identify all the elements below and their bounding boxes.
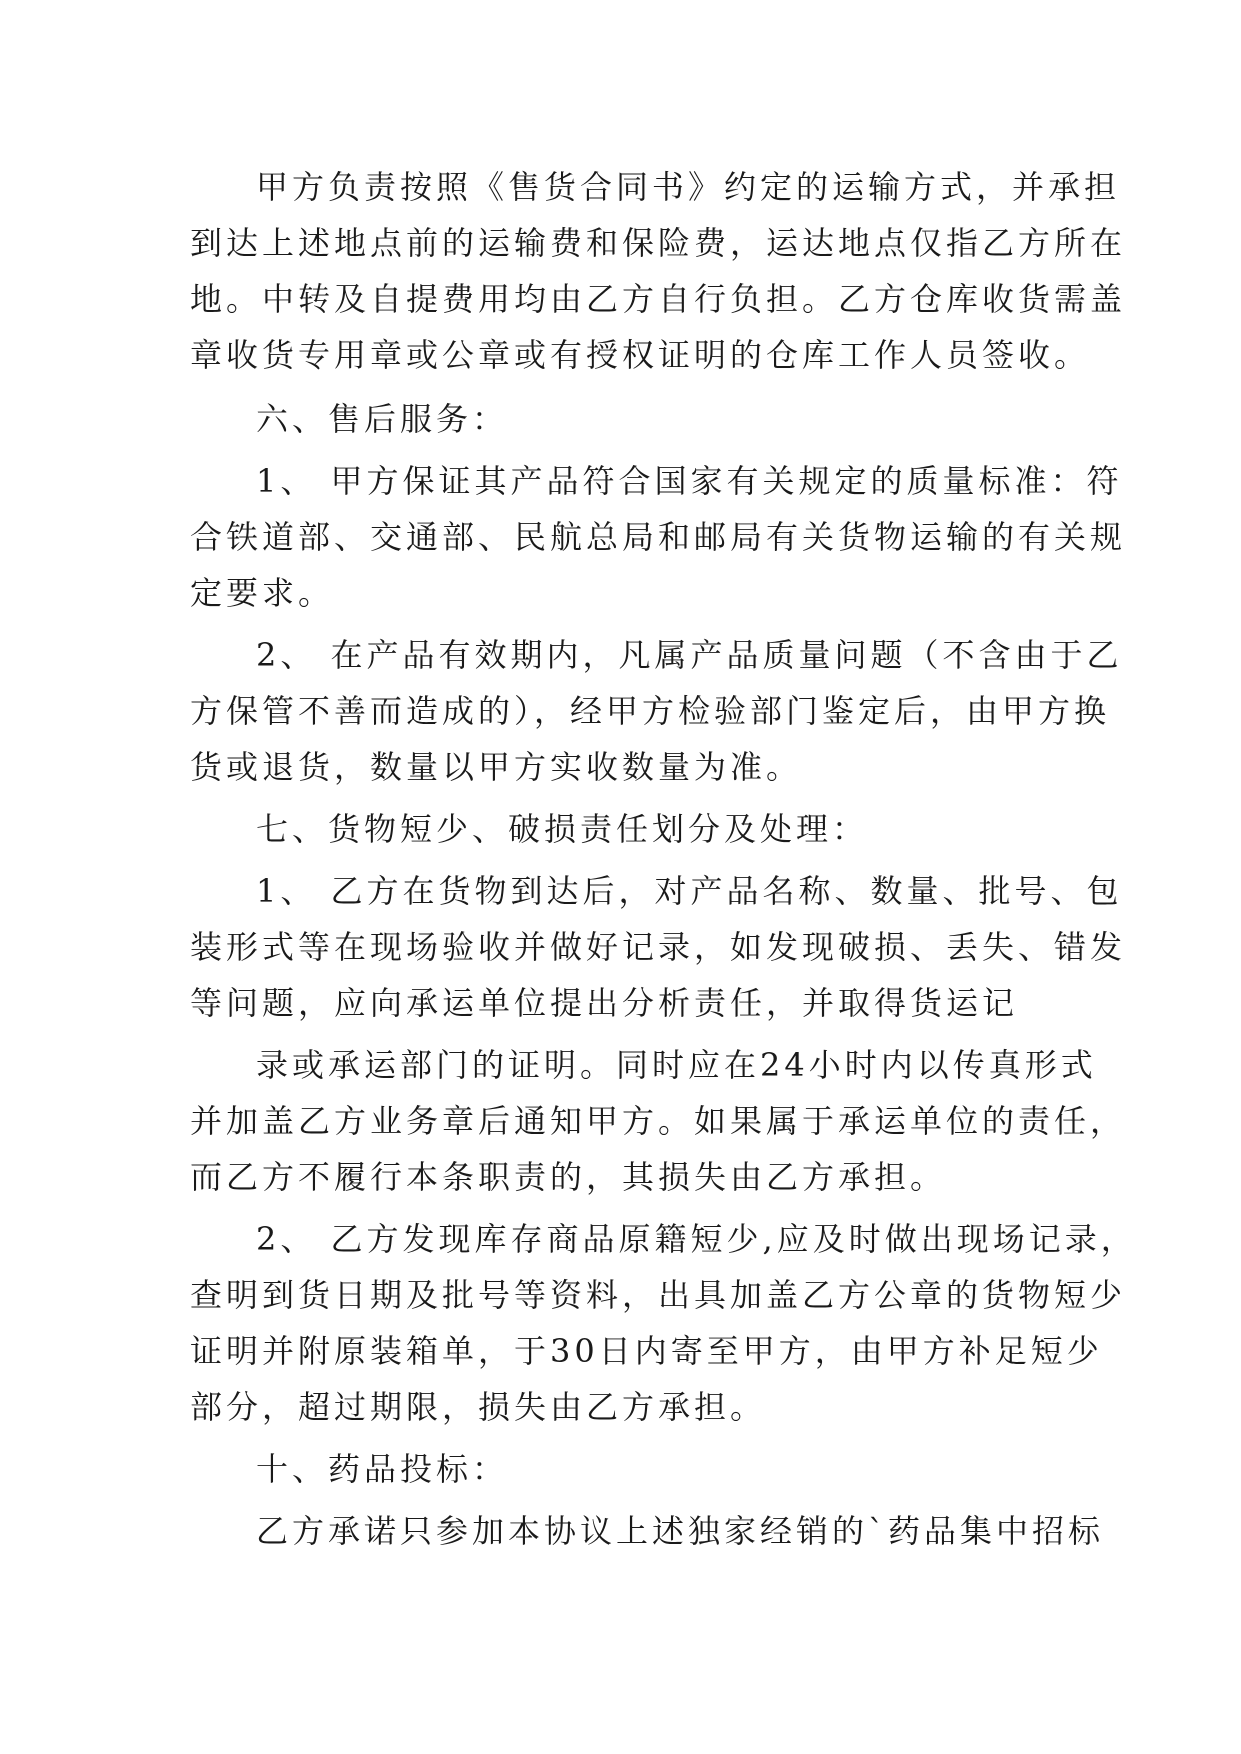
paragraph-line: 装形式等在现场验收并做好记录，如发现破损、丢失、错发 [190,928,1127,966]
paragraph-line: 甲方负责按照《售货合同书》约定的运输方式，并承担 [256,168,1121,206]
section-heading: 十、药品投标： [256,1450,509,1488]
paragraph-line: 方保管不善而造成的），经甲方检验部门鉴定后，由甲方换 [190,692,1111,730]
paragraph-line: 2、 在产品有效期内，凡属产品质量问题（不含由于乙 [256,636,1123,674]
paragraph-line: 1、 甲方保证其产品符合国家有关规定的质量标准：符 [256,462,1123,500]
paragraph-line: 章收货专用章或公章或有授权证明的仓库工作人员签收。 [190,336,1091,374]
paragraph-line: 合铁道部、交通部、民航总局和邮局有关货物运输的有关规 [190,518,1127,556]
paragraph-line: 定要求。 [190,574,335,612]
paragraph-line: 查明到货日期及批号等资料，出具加盖乙方公章的货物短少 [190,1276,1127,1314]
paragraph-line: 1、 乙方在货物到达后，对产品名称、数量、批号、包 [256,872,1123,910]
section-heading: 七、货物短少、破损责任划分及处理： [256,810,869,848]
paragraph-line: 到达上述地点前的运输费和保险费，运达地点仅指乙方所在 [190,224,1127,262]
paragraph-line: 证明并附原装箱单，于30日内寄至甲方，由甲方补足短少 [190,1332,1103,1370]
paragraph-line: 乙方承诺只参加本协议上述独家经销的`药品集中招标 [256,1512,1105,1550]
paragraph-line: 地。中转及自提费用均由乙方自行负担。乙方仓库收货需盖 [190,280,1127,318]
paragraph-line: 货或退货，数量以甲方实收数量为准。 [190,748,803,786]
paragraph-line: 录或承运部门的证明。同时应在24小时内以传真形式 [256,1046,1097,1084]
paragraph-line: 并加盖乙方业务章后通知甲方。如果属于承运单位的责任， [190,1102,1127,1140]
paragraph-line: 等问题，应向承运单位提出分析责任，并取得货运记 [190,984,1019,1022]
paragraph-line: 而乙方不履行本条职责的，其损失由乙方承担。 [190,1158,947,1196]
section-heading: 六、售后服务： [256,400,509,438]
paragraph-line: 2、 乙方发现库存商品原籍短少,应及时做出现场记录， [256,1220,1137,1258]
paragraph-line: 部分，超过期限，损失由乙方承担。 [190,1388,767,1426]
